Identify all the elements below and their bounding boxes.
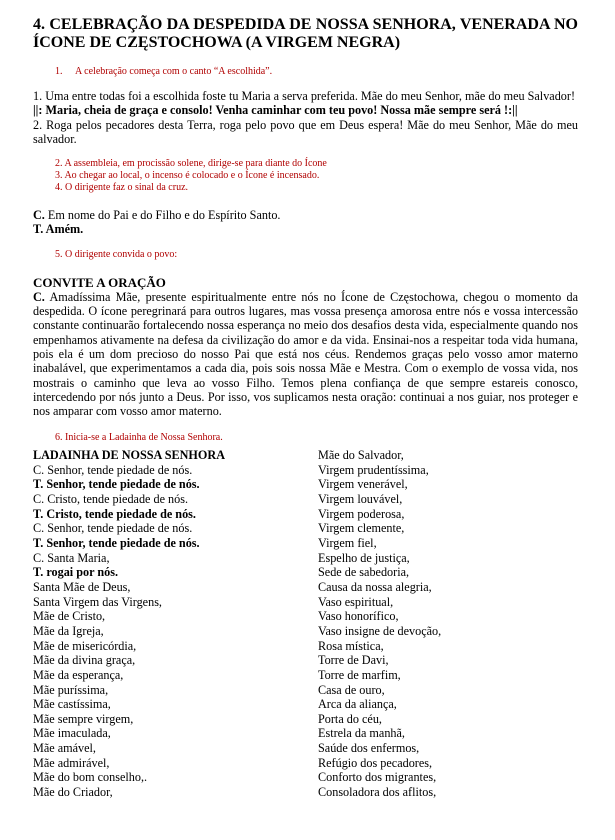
litany-invocation: Rosa mística, — [318, 638, 384, 653]
litany-invocation: Virgem clemente, — [318, 521, 405, 536]
litany-invocation: Mãe do Salvador, — [318, 448, 404, 462]
litany-invocation: C. Senhor, tende piedade de nós. — [33, 462, 193, 477]
litany-right-column — [318, 448, 578, 800]
litany-invocation: Santa Mãe de Deus, — [33, 579, 131, 594]
litany-invocation: T. Senhor, tende piedade de nós. — [33, 535, 200, 550]
document-page — [33, 16, 578, 444]
celebrant-label: C. — [33, 208, 45, 223]
litany-invocation: Mãe imaculada, — [33, 726, 111, 741]
rubric-2: 2. A assembleia, em procissão solene, dirige-se para diante do Ícone — [55, 158, 327, 170]
hymn-verse-1: 1. Uma entre todas foi a escolhida foste tu Maria a serva preferida. Mãe do meu Senhor, mãe do meu Salvador! — [33, 89, 576, 103]
rubric-5: 5. O dirigente convida o povo: — [55, 248, 178, 260]
litany-invocation: Torre de marfim, — [318, 667, 401, 682]
litany-invocation: Torre de Davi, — [318, 653, 389, 668]
invitation-heading: CONVITE A ORAÇÃO — [33, 274, 166, 290]
litany-invocation: Virgem prudentíssima, — [318, 462, 429, 477]
litany-invocation: Vaso espiritual, — [318, 594, 394, 609]
litany-invocation: Mãe da Igreja, — [33, 623, 104, 638]
litany-invocation: Mãe amável, — [33, 741, 96, 756]
litany-invocation: C. Cristo, tende piedade de nós. — [33, 491, 189, 506]
litany-invocation: Virgem fiel, — [318, 535, 377, 550]
invitation-celebrant-label: C. — [33, 289, 45, 304]
litany-invocation: T. Senhor, tende piedade de nós. — [33, 477, 200, 492]
litany-invocation: Mãe do bom conselho,. — [33, 770, 148, 785]
litany-invocation: Mãe castíssima, — [33, 697, 111, 712]
litany-invocation: Mãe de misericórdia, — [33, 638, 137, 653]
litany-invocation: Mãe da esperança, — [33, 667, 124, 682]
sign-of-cross — [33, 208, 578, 237]
litany-invocation: Santa Virgem das Virgens, — [33, 594, 162, 609]
hymn-verse-2: 2. Roga pelos pecadores desta Terra, roga pelo povo que em Deus espera! Mãe do meu Senhor, Mãe do meu salvador. — [33, 117, 578, 146]
rubric-1-text: A celebração começa com o canto “A escolhida”. — [75, 66, 273, 77]
rubric-1-number: 1. — [55, 66, 63, 77]
litany-invocation: Mãe de Cristo, — [33, 609, 106, 624]
litany-invocation: Mãe puríssima, — [33, 682, 109, 697]
litany-invocation: Estrela da manhã, — [318, 726, 405, 741]
litany-invocation: Mãe sempre virgem, — [33, 711, 134, 726]
litany-invocation: Causa da nossa alegria, — [318, 579, 432, 594]
litany-invocation: Casa de ouro, — [318, 682, 385, 697]
litany-invocation: Consoladora dos aflitos, — [318, 785, 437, 800]
invitation-section — [33, 275, 578, 419]
litany-invocation: Espelho de justiça, — [318, 550, 410, 565]
hymn-refrain: ||: Maria, cheia de graça e consolo! Venha caminhar com teu povo! Nossa mãe sempre será !:|| — [33, 103, 518, 118]
litany-invocation: Virgem louvável, — [318, 491, 403, 506]
litany-invocation: Vaso insigne de devoção, — [318, 623, 442, 638]
hymn — [33, 89, 578, 146]
rubric-4: 4. O dirigente faz o sinal da cruz. — [55, 182, 189, 194]
rubric-6: 6. Inicia-se a Ladainha de Nossa Senhora. — [55, 432, 223, 444]
rubric-3: 3. Ao chegar ao local, o incenso é colocado e o Ícone é incensado. — [55, 170, 320, 182]
rubric-1 — [33, 66, 578, 78]
litany-invocation: Mãe da divina graça, — [33, 653, 136, 668]
litany-invocation: C. Santa Maria, — [33, 550, 110, 565]
litany-invocation: Mãe do Criador, — [33, 785, 113, 800]
rubrics-2-4 — [33, 158, 578, 194]
litany-invocation: Mãe admirável, — [33, 755, 110, 770]
invitation-text — [33, 290, 578, 419]
litany-invocation: Saúde dos enfermos, — [318, 741, 420, 756]
litany-invocation: Vaso honorífico, — [318, 609, 399, 624]
litany-invocation: Sede de sabedoria, — [318, 565, 410, 580]
celebrant-text: Em nome do Pai e do Filho e do Espírito Santo. — [44, 208, 281, 223]
litany-heading: LADAINHA DE NOSSA SENHORA — [33, 448, 225, 462]
litany-invocation: T. rogai por nós. — [33, 565, 118, 580]
litany-invocation: Refúgio dos pecadores, — [318, 755, 433, 770]
litany-invocation: Virgem poderosa, — [318, 506, 405, 521]
invitation-body: Amadíssima Mãe, presente espiritualmente entre nós no Ícone de Częstochowa, chegou o momento da despedida. O ícone peregrinará para outros lugares, mas vossa presença amorosa entre nós e vossa intercessão constante continuarão fortalecendo nossa esperança no meio dos desafios desta vida, especialmente quando nos empenhamos ativamente na defesa da civilização do amor e da vida. Ensinai-nos a respeitar toda vida humana, pois ela é um dom precioso do nosso Pai que está nos céus. Rendemos graças pelo vosso amor materno inabalável, que experimentamos a cada dia, pois sois nossa Mãe e Mestra. Com o exemplo de vossa vida, nos mostrais o caminho que leva ao vosso Filho. Temos plena confiança de que sempre estareis conosco, intercedendo por nós junto a Deus. Por isso, vos suplicamos nesta oração: continuai a nos guiar, nos proteger e nos amparar com vosso amor materno. — [33, 289, 578, 419]
litany-invocation: Arca da aliança, — [318, 697, 397, 712]
litany-invocation: Porta do céu, — [318, 711, 382, 726]
litany-left-column — [33, 448, 303, 800]
litany-invocation: Virgem venerável, — [318, 477, 408, 492]
page-title: 4. CELEBRAÇÃO DA DESPEDIDA DE NOSSA SENHORA, VENERADA NO ÍCONE DE CZĘSTOCHOWA (A VIRGEM NEGRA) — [33, 16, 578, 51]
litany-invocation: C. Senhor, tende piedade de nós. — [33, 521, 193, 536]
assembly-line: T. Amém. — [33, 222, 84, 237]
celebrant-line — [33, 208, 578, 222]
litany-invocation: Conforto dos migrantes, — [318, 770, 437, 785]
litany-invocation: T. Cristo, tende piedade de nós. — [33, 506, 196, 521]
